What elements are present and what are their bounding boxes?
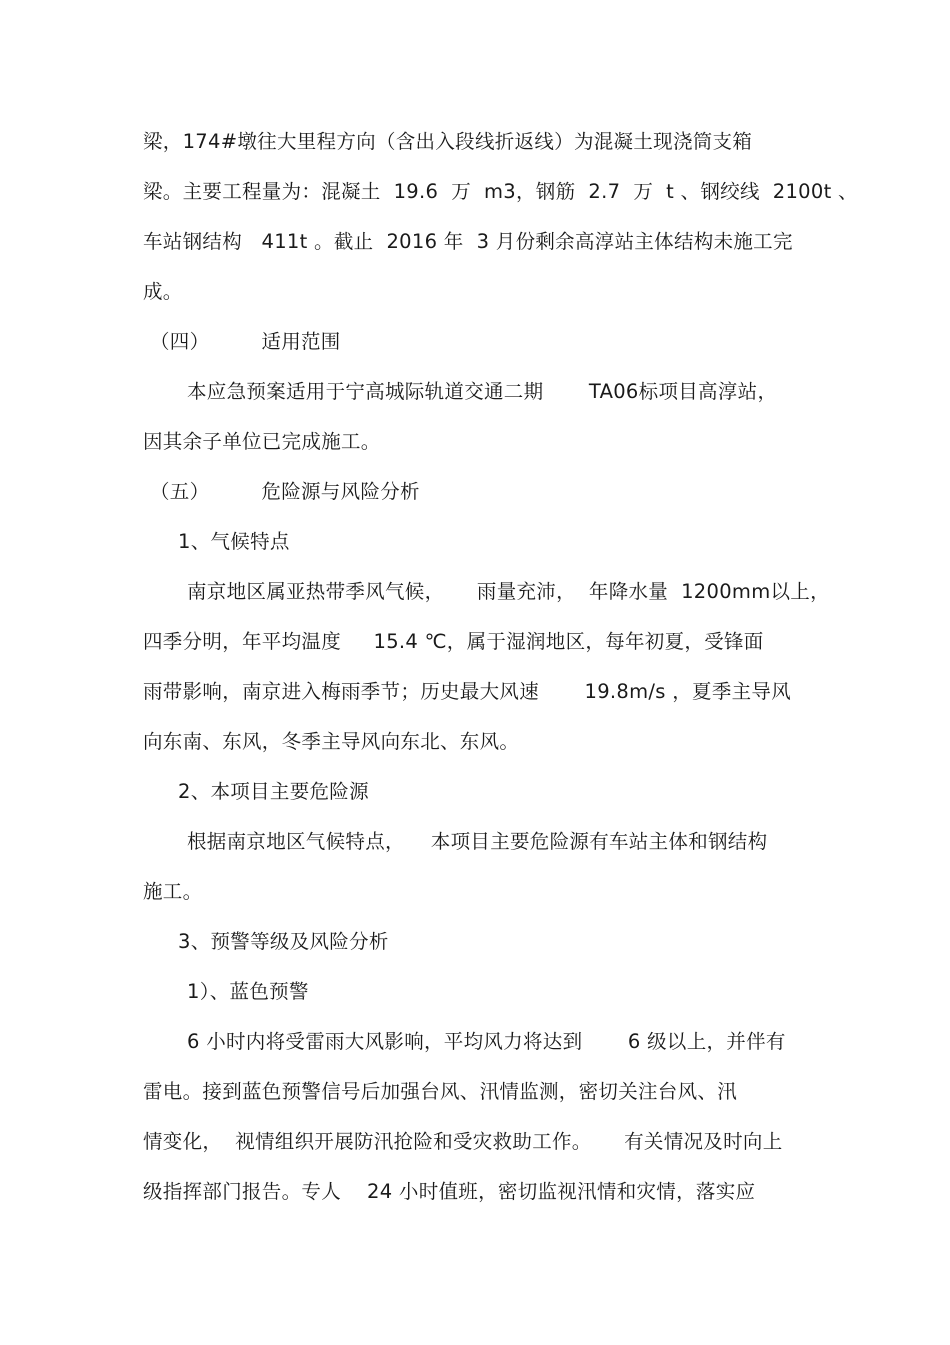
subsection-heading: 3、预警等级及风险分析	[178, 930, 389, 953]
paragraph-line: 情变化， 视情组织开展防汛抢险和受灾救助工作。 有关情况及时向上	[143, 1130, 783, 1153]
paragraph-line: 四季分明，年平均温度 15.4 ℃，属于湿润地区，每年初夏，受锋面	[143, 630, 764, 653]
subsection-heading: 1）、蓝色预警	[187, 980, 309, 1003]
paragraph-line: 成。	[143, 280, 183, 303]
section-heading: （四） 适用范围	[150, 330, 341, 353]
paragraph-line: 因其余子单位已完成施工。	[143, 430, 381, 453]
paragraph-line: 本应急预案适用于宁高城际轨道交通二期 TA06标项目高淳站，	[187, 380, 778, 403]
paragraph-line: 施工。	[143, 880, 203, 903]
subsection-heading: 2、本项目主要危险源	[178, 780, 369, 803]
paragraph-line: 雨带影响，南京进入梅雨季节；历史最大风速 19.8m/s ，夏季主导风	[143, 680, 792, 703]
paragraph-line: 梁，174#墩往大里程方向（含出入段线折返线）为混凝土现浇筒支箱	[143, 130, 753, 153]
paragraph-line: 南京地区属亚热带季风气候， 雨量充沛， 年降水量 1200mm以上，	[187, 580, 830, 603]
paragraph-line: 根据南京地区气候特点， 本项目主要危险源有车站主体和钢结构	[187, 830, 768, 853]
paragraph-line: 梁。主要工程量为：混凝土 19.6 万 m3，钢筋 2.7 万 t 、钢绞线 2100t 、	[143, 180, 858, 203]
section-heading: （五） 危险源与风险分析	[150, 480, 420, 503]
subsection-heading: 1、气候特点	[178, 530, 290, 553]
paragraph-line: 6 小时内将受雷雨大风影响，平均风力将达到 6 级以上，并伴有	[187, 1030, 786, 1053]
paragraph-line: 向东南、东风，冬季主导风向东北、东风。	[143, 730, 520, 753]
paragraph-line: 级指挥部门报告。专人 24 小时值班，密切监视汛情和灾情，落实应	[143, 1180, 756, 1203]
paragraph-line: 车站钢结构 411t 。截止 2016 年 3 月份剩余高淳站主体结构未施工完	[143, 230, 793, 253]
paragraph-line: 雷电。接到蓝色预警信号后加强台风、汛情监测，密切关注台风、汛	[143, 1080, 738, 1103]
